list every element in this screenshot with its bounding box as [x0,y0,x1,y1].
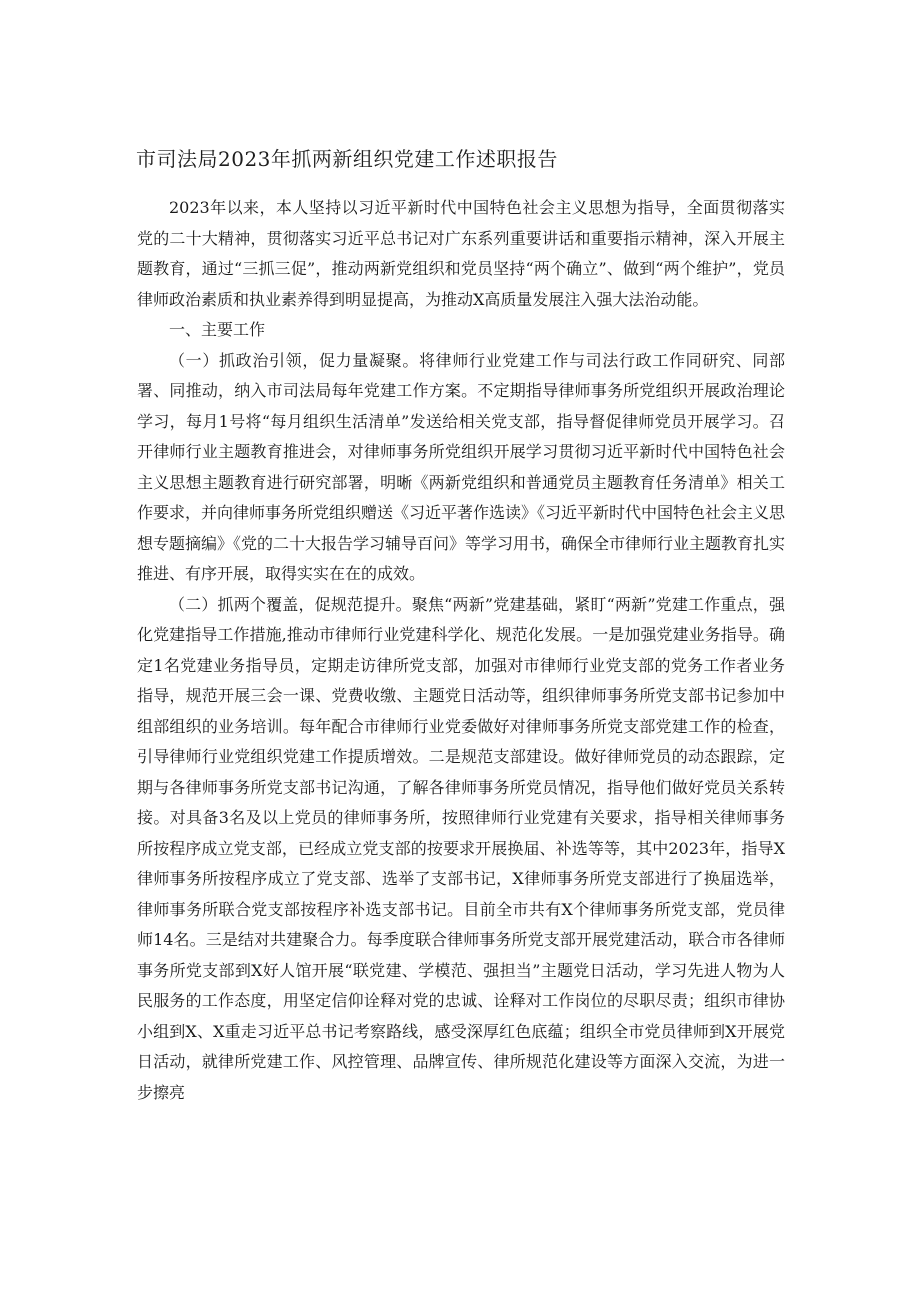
document-title: 市司法局2023年抓两新组织党建工作述职报告 [136,147,558,171]
document-body [137,193,785,1108]
section-heading-main-work: 一、主要工作 [169,320,266,339]
paragraph-two-coverages: （二）抓两个覆盖，促规范提升。聚焦“两新”党建基础，紧盯“两新”党建工作重点，强化党建指导工作措施,推动市律师行业党建科学化、规范化发展。一是加强党建业务指导。确定1名党建业务指导员，定期走访律所党支部，加强对市律师行业党支部的党务工作者业务指导，规范开展三会一课、党费收缴、主题党日活动等，组织律师事务所党支部书记参加中组部组织的业务培训。每年配合市律师行业党委做好对律师事务所党支部党建工作的检查，引导律师行业党组织党建工作提质增效。二是规范支部建设。做好律师党员的动态跟踪，定期与各律师事务所党支部书记沟通，了解各律师事务所党员情况，指导他们做好党员关系转接。对具备3名及以上党员的律师事务所，按照律师行业党建有关要求，指导相关律师事务所按程序成立党支部，已经成立党支部的按要求开展换届、补选等等，其中2023年，指导X律师事务所按程序成立了党支部、选举了支部书记，X律师事务所党支部进行了换届选举，律师事务所联合党支部按程序补选支部书记。目前全市共有X个律师事务所党支部，党员律师14名。三是结对共建聚合力。每季度联合律师事务所党支部开展党建活动，联合市各律师事务所党支部到X好人馆开展“联党建、学模范、强担当”主题党日活动，学习先进人物为人民服务的工作态度，用坚定信仰诠释对党的忠诚、诠释对工作岗位的尽职尽责；组织市律协小组到X、X重走习近平总书记考察路线，感受深厚红色底蕴；组织全市党员律师到X开展党日活动，就律所党建工作、风控管理、品牌宣传、律所规范化建设等方面深入交流，为进一步擦亮 [137,594,785,1102]
intro-paragraph: 2023年以来，本人坚持以习近平新时代中国特色社会主义思想为指导，全面贯彻落实党的二十大精神，贯彻落实习近平总书记对广东系列重要讲话和重要指示精神，深入开展主题教育，通过“三抓三促”，推动两新党组织和党员坚持“两个确立”、做到“两个维护”，党员律师政治素质和执业素养得到明显提高，为推动X高质量发展注入强大法治动能。 [137,198,785,309]
paragraph-political-guidance: （一）抓政治引领，促力量凝聚。将律师行业党建工作与司法行政工作同研究、同部署、同推动，纳入市司法局每年党建工作方案。不定期指导律师事务所党组织开展政治理论学习，每月1号将“每月组织生活清单”发送给相关党支部，指导督促律师党员开展学习。召开律师行业主题教育推进会，对律师事务所党组织开展学习贯彻习近平新时代中国特色社会主义思想主题教育进行研究部署，明晰《两新党组织和普通党员主题教育任务清单》相关工作要求，并向律师事务所党组织赠送《习近平著作选读》《习近平新时代中国特色社会主义思想专题摘编》《党的二十大报告学习辅导百问》等学习用书，确保全市律师行业主题教育扎实推进、有序开展，取得实实在在的成效。 [137,350,786,583]
